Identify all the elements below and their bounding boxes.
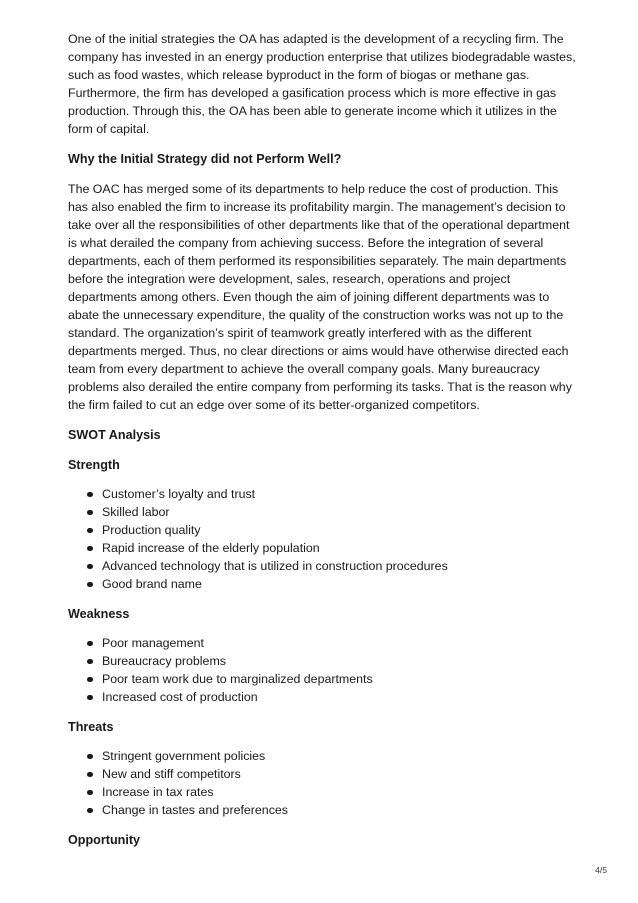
list-item-text: Rapid increase of the elderly population: [102, 541, 320, 555]
bullet-icon: [87, 641, 93, 647]
list-item-text: Poor management: [102, 636, 204, 650]
threats-heading: Threats: [68, 720, 114, 734]
bullet-icon: [87, 510, 93, 516]
bullet-icon: [87, 564, 93, 570]
strength-list: [68, 485, 578, 593]
list-item-text: Poor team work due to marginalized departments: [102, 672, 373, 686]
list-item: [87, 652, 578, 670]
list-item-text: Good brand name: [102, 577, 202, 591]
list-item: [87, 765, 578, 783]
list-item: [87, 801, 578, 819]
opportunity-heading: Opportunity: [68, 833, 141, 847]
bullet-icon: [87, 528, 93, 534]
list-item-text: Change in tastes and preferences: [102, 803, 288, 817]
list-item-text: Increase in tax rates: [102, 785, 214, 799]
list-item-text: Stringent government policies: [102, 749, 266, 763]
document-page: [68, 30, 578, 849]
bullet-icon: [87, 492, 93, 498]
bullet-icon: [87, 790, 93, 796]
list-item: [87, 539, 578, 557]
list-item: [87, 634, 578, 652]
list-item: [87, 747, 578, 765]
bullet-icon: [87, 677, 93, 683]
list-item: [87, 521, 578, 539]
swot-heading: SWOT Analysis: [68, 428, 161, 442]
bullet-icon: [87, 754, 93, 760]
bullet-icon: [87, 808, 93, 814]
bullet-icon: [87, 582, 93, 588]
bullet-icon: [87, 659, 93, 665]
bullet-icon: [87, 695, 93, 701]
list-item-text: Bureaucracy problems: [102, 654, 226, 668]
threats-list: [68, 747, 578, 819]
list-item-text: Production quality: [102, 523, 201, 537]
list-item: [87, 503, 578, 521]
list-item-text: New and stiff competitors: [102, 767, 241, 781]
failure-paragraph: The OAC has merged some of its departments to help reduce the cost of production. This has also enabled the firm to increase its profitability margin. The management’s decision to take over all the responsibilities of other departments like that of the operational department is what derailed the company from achieving success. Before the integration of several departments, each of them performed its responsibilities separately. The main departments before the integration were development, sales, research, operations and project departments among others. Even though the aim of joining different departments was to abate the unnecessary expenditure, the quality of the construction works was not up to the standard. The organization’s spirit of teamwork greatly interfered with as the different departments merged. Thus, no clear directions or aims would have otherwise directed each team from every department to achieve the overall company goals. Many bureaucracy problems also derailed the entire company from performing its tasks. That is the reason why the firm failed to cut an edge over some of its better-organized competitors.: [68, 182, 572, 412]
bullet-icon: [87, 546, 93, 552]
bullet-icon: [87, 772, 93, 778]
list-item: [87, 688, 578, 706]
list-item: [87, 783, 578, 801]
failure-heading: Why the Initial Strategy did not Perform Well?: [68, 152, 342, 166]
weakness-list: [68, 634, 578, 706]
list-item-text: Customer’s loyalty and trust: [102, 487, 256, 501]
weakness-heading: Weakness: [68, 607, 130, 621]
list-item-text: Advanced technology that is utilized in construction procedures: [102, 559, 448, 573]
list-item: [87, 575, 578, 593]
list-item: [87, 485, 578, 503]
strength-heading: Strength: [68, 458, 120, 472]
list-item-text: Increased cost of production: [102, 690, 258, 704]
list-item: [87, 670, 578, 688]
page-number: 4/5: [595, 865, 607, 875]
intro-paragraph: One of the initial strategies the OA has adapted is the development of a recycling firm. The company has invested in an energy production enterprise that utilizes biodegradable wastes, such as food wastes, which release byproduct in the form of biogas or methane gas. Furthermore, the firm has developed a gasification process which is more effective in gas production. Through this, the OA has been able to generate income which it utilizes in the form of capital.: [68, 32, 576, 136]
list-item: [87, 557, 578, 575]
list-item-text: Skilled labor: [102, 505, 170, 519]
